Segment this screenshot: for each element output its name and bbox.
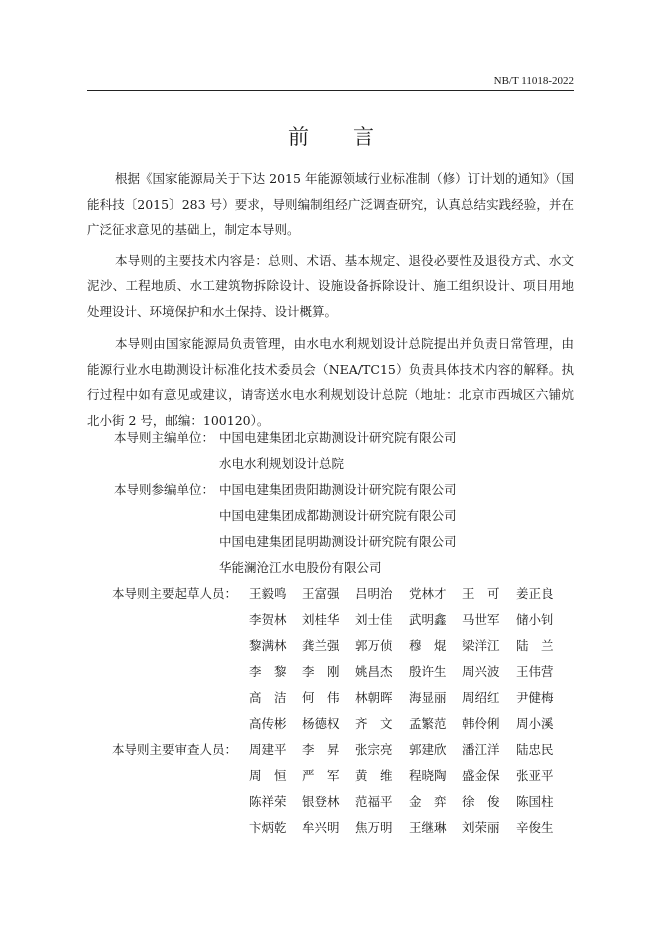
person-name: 梁洋江 xyxy=(462,638,500,653)
unit-name: 水电水利规划设计总院 xyxy=(219,456,345,471)
unit-name: 中国电建集团贵阳勘测设计研究院有限公司 xyxy=(219,482,457,497)
paragraph: 根据《国家能源局关于下达 2015 年能源领域行业标准制（修）订计划的通知》（国能科技〔2015〕283 号）要求，导则编制组经广泛调查研究，认真总结实践经验，并在广泛征求意见的基础上，制定本导则。 xyxy=(87,171,574,237)
person-name: 辛俊生 xyxy=(516,820,554,835)
person-name: 陆 兰 xyxy=(516,638,554,653)
person-name: 陈国柱 xyxy=(516,794,554,809)
person-name: 武明鑫 xyxy=(409,612,447,627)
person-name: 陈祥荣 xyxy=(249,794,287,809)
person-name: 殷许生 xyxy=(409,664,447,679)
unit-name: 中国电建集团北京勘测设计研究院有限公司 xyxy=(219,430,457,445)
person-name: 李 昇 xyxy=(302,742,340,757)
drafters-row xyxy=(249,610,576,630)
paragraph: 本导则由国家能源局负责管理，由水电水利规划设计总院提出并负责日常管理，由能源行业水电勘测设计标准化技术委员会（NEA/TC15）负责具体技术内容的解释。执行过程中如有意见或建议，请寄送水电水利规划设计总院（地址：北京市西城区六铺炕北小街 2 号，邮编：100120）。 xyxy=(87,336,574,428)
person-name: 林朝晖 xyxy=(355,690,393,705)
person-name: 黄 维 xyxy=(355,768,393,783)
person-name: 穆 焜 xyxy=(409,638,447,653)
person-name: 姜正良 xyxy=(516,586,554,601)
person-name: 严 军 xyxy=(302,768,340,783)
person-name: 焦万明 xyxy=(355,820,393,835)
participating-units-label: 本导则参编单位： xyxy=(114,482,215,497)
drafters-row xyxy=(249,662,576,682)
drafters-row xyxy=(249,636,576,656)
person-name: 李 黎 xyxy=(249,664,287,679)
person-name: 王继琳 xyxy=(409,820,447,835)
person-name: 张亚平 xyxy=(516,768,554,783)
chief-units-label: 本导则主编单位： xyxy=(114,430,215,445)
person-name: 马世军 xyxy=(462,612,500,627)
person-name: 周 恒 xyxy=(249,768,287,783)
person-name: 储小钊 xyxy=(516,612,554,627)
person-name: 吕明治 xyxy=(355,586,393,601)
person-name: 周建平 xyxy=(249,742,287,757)
person-name: 党林才 xyxy=(409,586,447,601)
person-name: 黎满林 xyxy=(249,638,287,653)
person-name: 牟兴明 xyxy=(302,820,340,835)
person-name: 海显丽 xyxy=(409,690,447,705)
person-name: 刘桂华 xyxy=(302,612,340,627)
person-name: 陆忠民 xyxy=(516,742,554,757)
person-name: 李贺林 xyxy=(249,612,287,627)
person-name: 韩伶俐 xyxy=(462,716,500,731)
person-name: 郭建欣 xyxy=(409,742,447,757)
drafters-row xyxy=(249,584,576,604)
person-name: 张宗亮 xyxy=(355,742,393,757)
person-name: 周兴波 xyxy=(462,664,500,679)
person-name: 周绍红 xyxy=(462,690,500,705)
page-header xyxy=(87,76,574,91)
person-name: 龚兰强 xyxy=(302,638,340,653)
person-name: 盛金保 xyxy=(462,768,500,783)
person-name: 卞炳乾 xyxy=(249,820,287,835)
person-name: 银登林 xyxy=(302,794,340,809)
unit-name: 中国电建集团昆明勘测设计研究院有限公司 xyxy=(219,534,457,549)
page-title: 前言 xyxy=(288,125,418,149)
reviewers-label: 本导则主要审查人员： xyxy=(112,742,238,757)
person-name: 王毅鸣 xyxy=(249,586,287,601)
person-name: 高 洁 xyxy=(249,690,287,705)
unit-name: 华能澜沧江水电股份有限公司 xyxy=(219,560,382,575)
person-name: 刘荣丽 xyxy=(462,820,500,835)
reviewers-row xyxy=(249,766,576,786)
paragraph: 本导则的主要技术内容是：总则、术语、基本规定、退役必要性及退役方式、水文泥沙、工程地质、水工建筑物拆除设计、设施设备拆除设计、施工组织设计、项目用地处理设计、环境保护和水土保持、设计概算。 xyxy=(87,252,574,319)
person-name: 程晓陶 xyxy=(409,768,447,783)
person-name: 高传彬 xyxy=(249,716,287,731)
reviewers-row xyxy=(249,818,576,838)
person-name: 孟繁范 xyxy=(409,716,447,731)
foreword-body xyxy=(87,166,574,438)
drafters-row xyxy=(249,714,576,734)
person-name: 何 伟 xyxy=(302,690,340,705)
person-name: 潘江洋 xyxy=(462,742,500,757)
person-name: 王 可 xyxy=(462,586,500,601)
person-name: 王伟营 xyxy=(516,664,554,679)
standard-code: NB/T 11018-2022 xyxy=(493,75,574,87)
drafters-label: 本导则主要起草人员： xyxy=(112,586,238,601)
person-name: 齐 文 xyxy=(355,716,393,731)
person-name: 李 刚 xyxy=(302,664,340,679)
unit-name: 中国电建集团成都勘测设计研究院有限公司 xyxy=(219,508,457,523)
person-name: 周小溪 xyxy=(516,716,554,731)
reviewers-row xyxy=(249,792,576,812)
person-name: 姚昌杰 xyxy=(355,664,393,679)
drafters-row xyxy=(249,688,576,708)
person-name: 刘士佳 xyxy=(355,612,393,627)
person-name: 尹健梅 xyxy=(516,690,554,705)
person-name: 范福平 xyxy=(355,794,393,809)
person-name: 王富强 xyxy=(302,586,340,601)
person-name: 郭万侦 xyxy=(355,638,393,653)
person-name: 金 弈 xyxy=(409,794,447,809)
reviewers-row xyxy=(249,740,576,760)
person-name: 杨德权 xyxy=(302,716,340,731)
person-name: 徐 俊 xyxy=(462,794,500,809)
